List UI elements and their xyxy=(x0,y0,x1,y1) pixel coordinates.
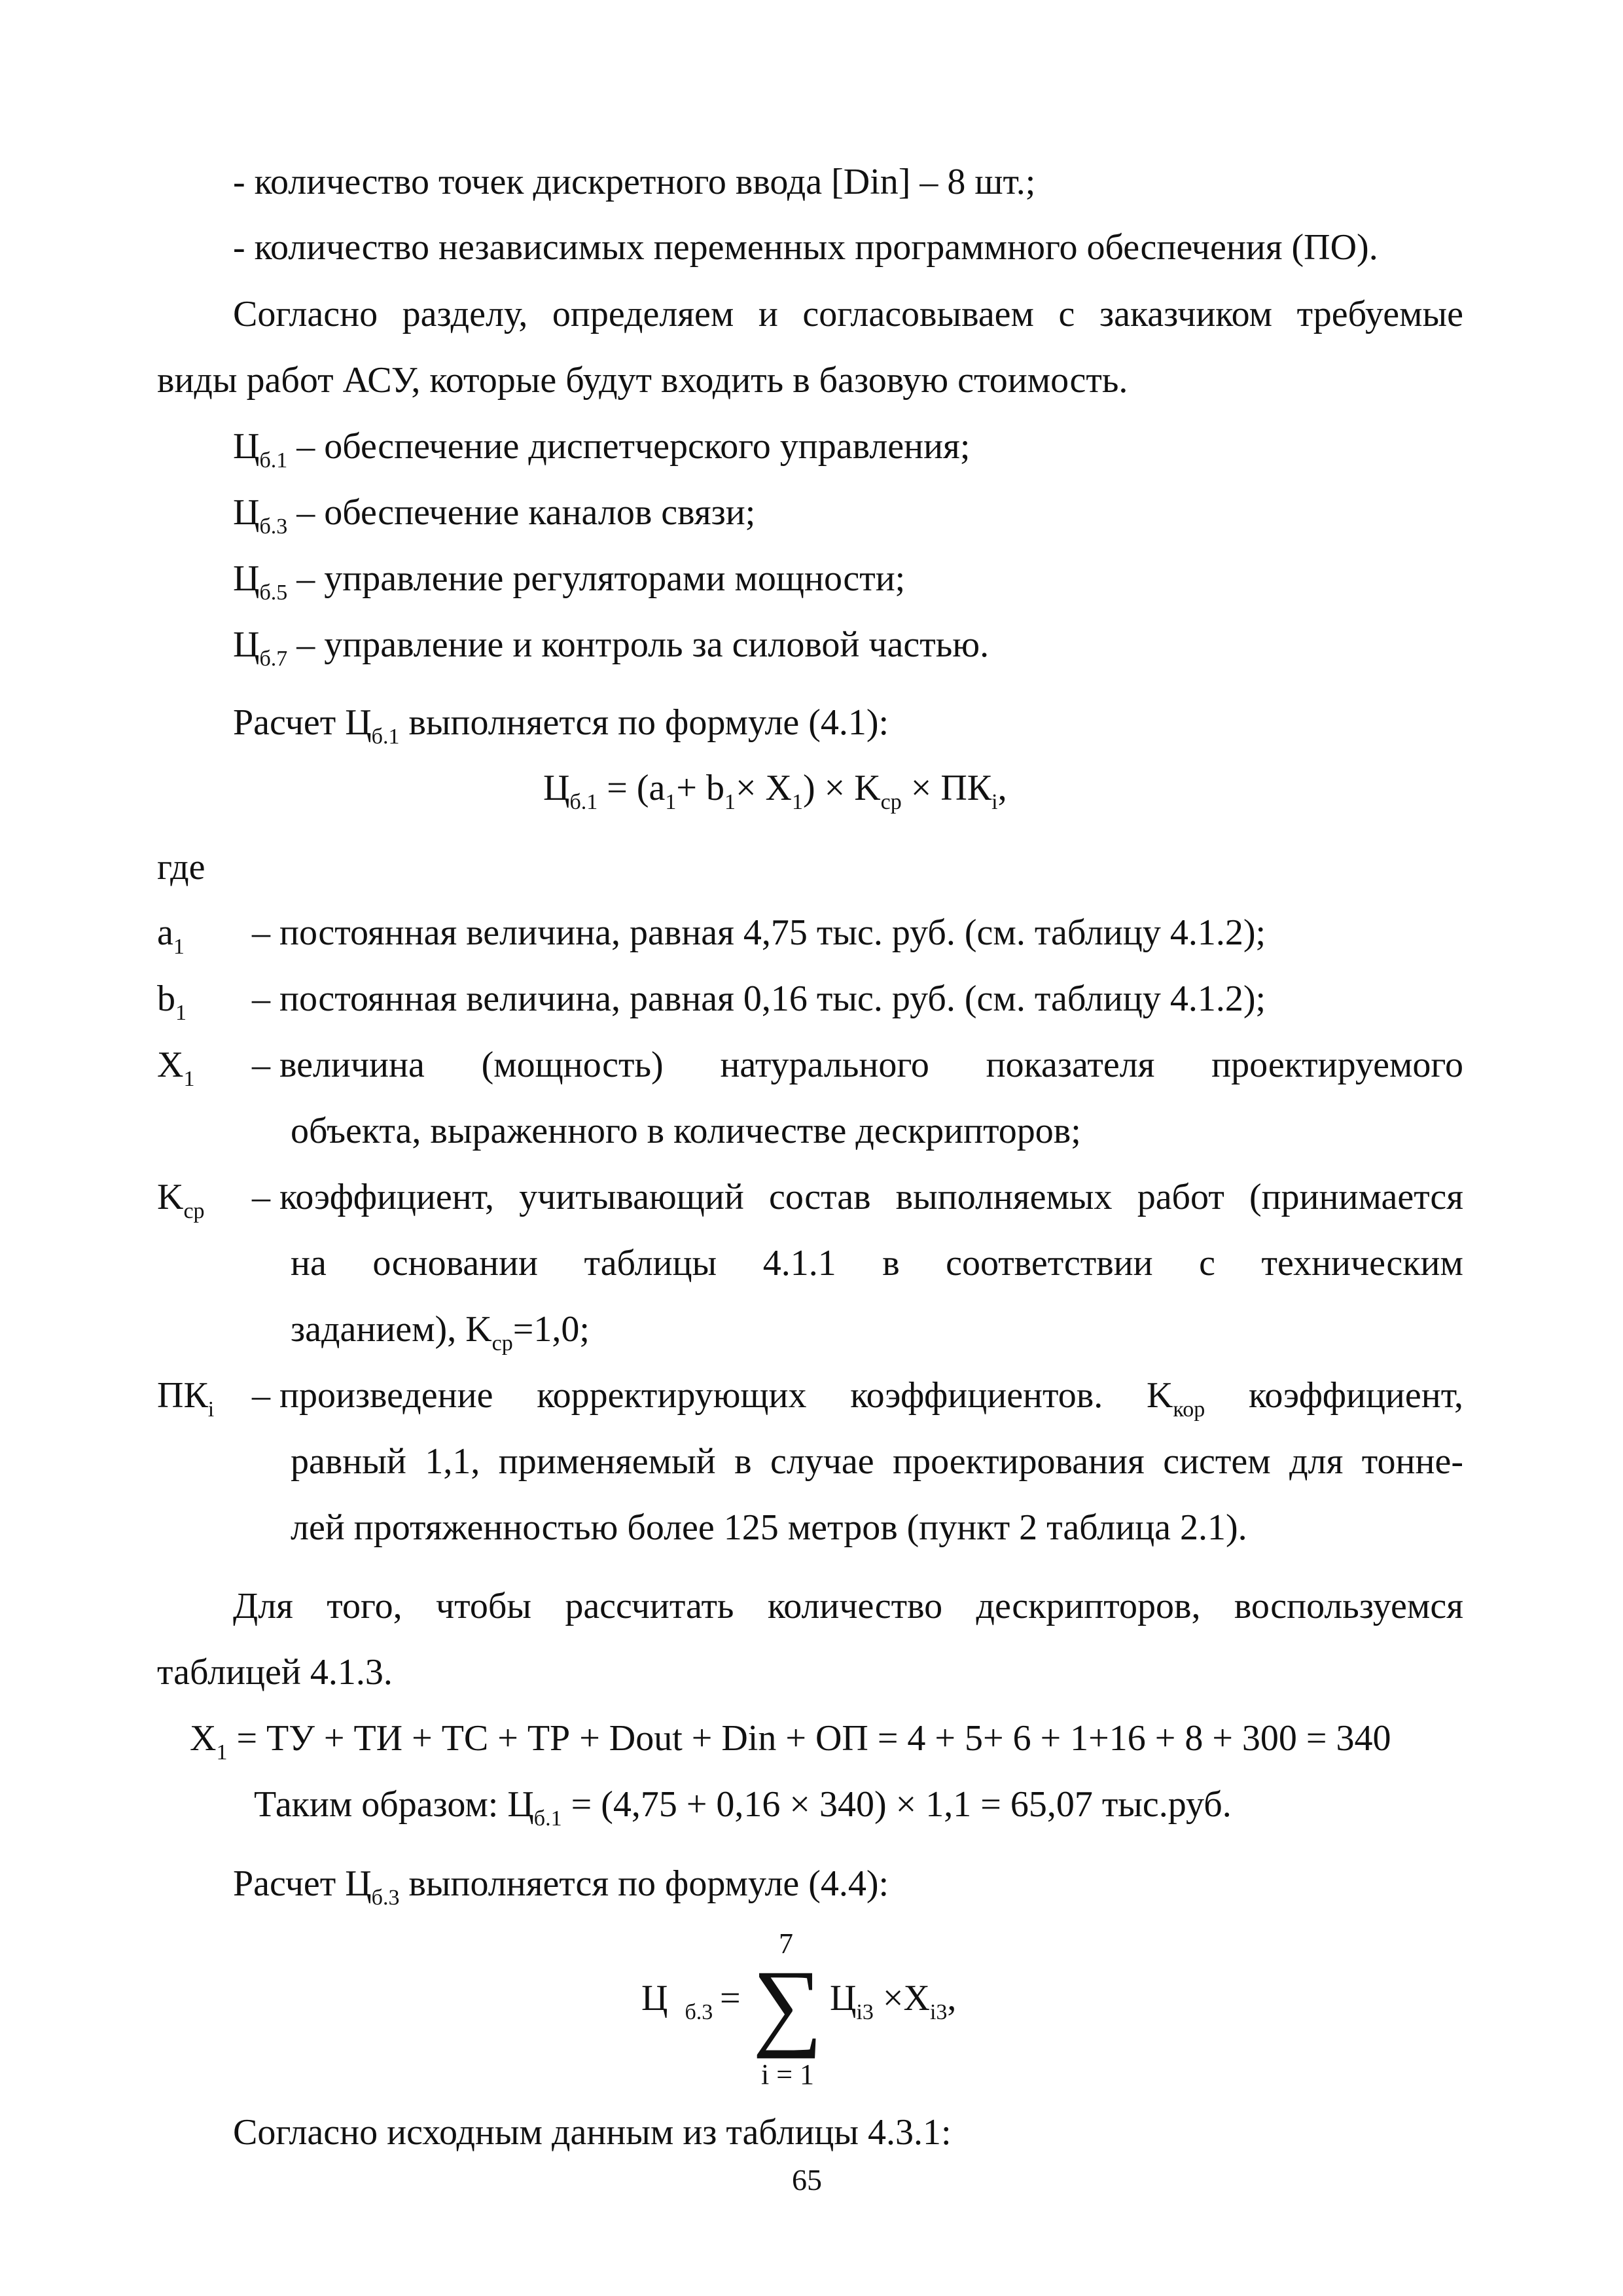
paragraph-1-line-2: виды работ АСУ, которые будут входить в базовую стоимость. xyxy=(157,360,1128,401)
def-x1-symbol: $X_1$ xyxy=(157,1045,195,1091)
def-pk-line-3: лей протяженностью более 125 метров (пункт 2 таблица 2.1). xyxy=(291,1507,1247,1548)
formula-4-4-lhs: Ц $_{б.3}$ xyxy=(641,1978,713,2024)
def-b1-text: – постоянная величина, равная 0,16 тыс. руб. (см. таблицу 4.1.2); xyxy=(252,978,1266,1019)
paragraph-2-line-2: таблицей 4.1.3. xyxy=(157,1652,393,1693)
def-k-line-2: на основании таблицы 4.1.1 в соответствии с техническим xyxy=(291,1243,1463,1283)
def-k-line-1: – коэффициент, учитывающий состав выполняемых работ (принимается xyxy=(252,1177,1463,1217)
formula-4-1: $Ц_{б.1} = (a_1+ b_1\times X_1) \times K_{ср} \times ПК_i$, xyxy=(543,768,1007,814)
formula-4-4-equals: = xyxy=(720,1978,741,2018)
def-a1-symbol: $a_1$ xyxy=(157,912,185,959)
page-number: 65 xyxy=(792,2163,822,2197)
sum-upper-limit: 7 xyxy=(779,1928,793,1960)
def-pk-symbol: $ПК_i$ xyxy=(157,1375,215,1422)
where-label: где xyxy=(157,847,205,888)
def-a1-text: – постоянная величина, равная 4,75 тыс. руб. (см. таблицу 4.1.2); xyxy=(252,912,1266,953)
paragraph-2-line-1: Для того, чтобы рассчитать количество дескрипторов, воспользуемся xyxy=(233,1586,1463,1626)
def-k-symbol: $K_{ср}$ xyxy=(157,1177,205,1223)
list-item-c-b5: $Ц_{б.5}$ – управление регуляторами мощности; xyxy=(233,558,906,605)
last-line: Согласно исходным данным из таблицы 4.3.1: xyxy=(233,2112,952,2153)
def-pk-line-2: равный 1,1, применяемый в случае проектирования систем для тонне- xyxy=(291,1441,1463,1482)
list-item-c-b7: $Ц_{б.7}$ – управление и контроль за силовой частью. xyxy=(233,624,990,671)
bullet-independent-vars: - количество независимых переменных программного обеспечения (ПО). xyxy=(233,227,1378,268)
result-c-b1: Таким образом: $Ц_{б.1} = (4,75 + 0,16 \times 340) \times 1,1 = 65,07$ тыс.руб. xyxy=(254,1784,1232,1831)
summation-symbol: ∑ xyxy=(753,1950,823,2059)
def-k-line-3: заданием), $K_{ср}=1,0$; xyxy=(291,1309,590,1355)
def-x1-line-2: объекта, выраженного в количестве дескрипторов; xyxy=(291,1111,1081,1151)
calc-1-intro: Расчет $Ц_{б.1}$ выполняется по формуле (4.1): xyxy=(233,702,889,749)
def-b1-symbol: $b_1$ xyxy=(157,978,187,1025)
calc-3-intro: Расчет $Ц_{б.3}$ выполняется по формуле (4.4): xyxy=(233,1863,889,1910)
list-item-c-b1: $Ц_{б.1}$ – обеспечение диспетчерского управления; xyxy=(233,426,971,473)
paragraph-1-line-1: Согласно разделу, определяем и согласовываем с заказчиком требуемые xyxy=(233,294,1463,334)
list-item-c-b3: $Ц_{б.3}$ – обеспечение каналов связи; xyxy=(233,492,756,539)
def-x1-line-1: – величина (мощность) натурального показателя проектируемого xyxy=(252,1045,1463,1085)
formula-4-4-term: $Ц_{i3} \times X_{i3}$, xyxy=(830,1978,957,2024)
x1-sum-equation: $X_1$ = ТУ + ТИ + ТС + ТР + Dout + Din + ОП = 4 + 5+ 6 + 1+16 + 8 + 300 = 340 xyxy=(190,1718,1391,1765)
sum-lower-limit: i = 1 xyxy=(761,2058,815,2090)
bullet-discrete-input: - количество точек дискретного ввода [Din] – 8 шт.; xyxy=(233,162,1036,202)
def-pk-line-1: – произведение корректирующих коэффициентов. Kкор коэффициент, xyxy=(252,1375,1463,1422)
